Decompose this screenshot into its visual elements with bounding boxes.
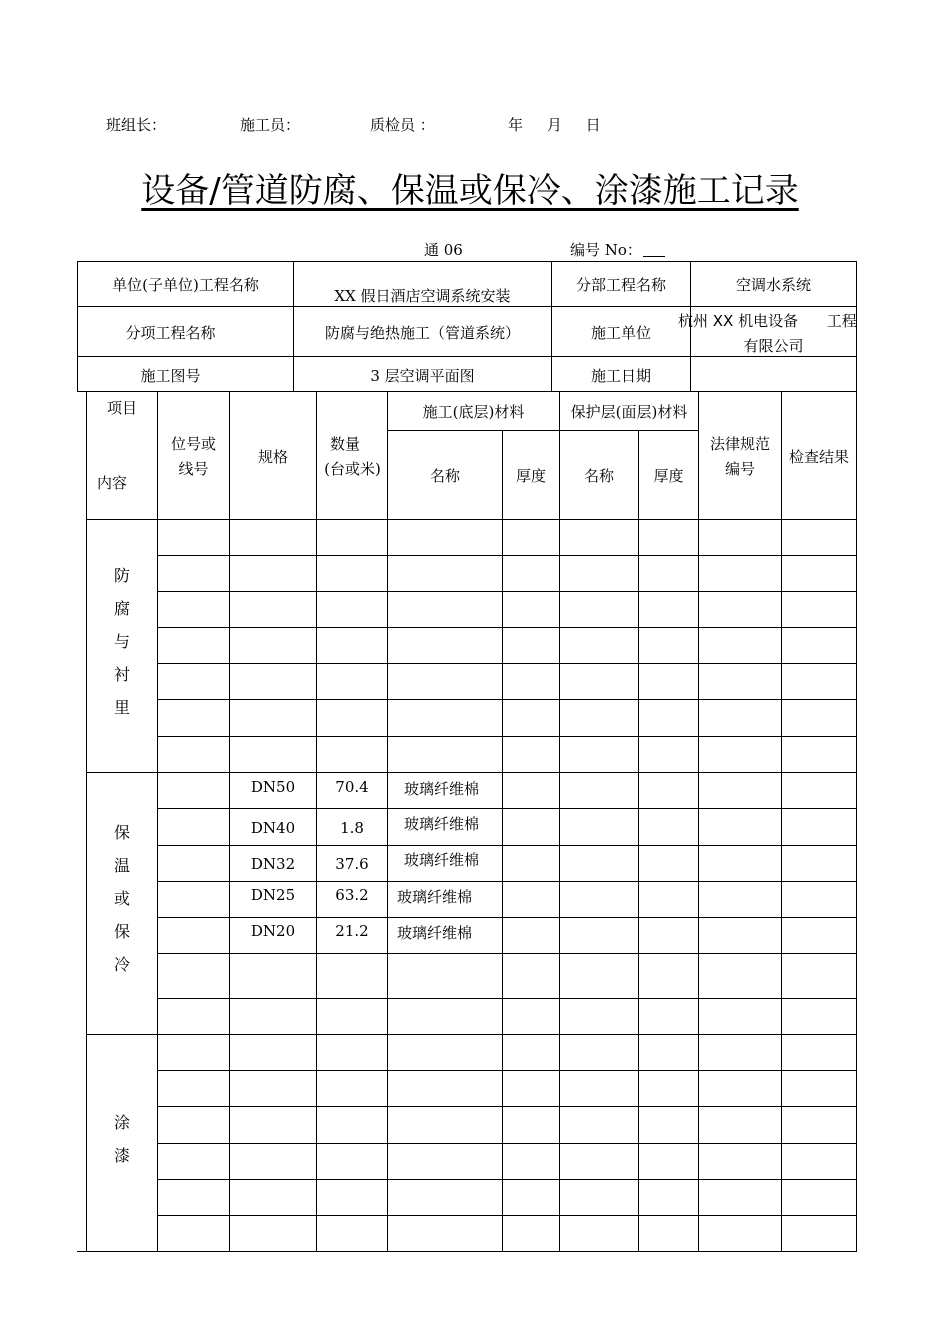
row-qty: 1.8 [340,819,364,837]
section-insulation: 保 温 或 保 冷 [113,823,130,974]
header-content: 内容 [96,474,127,492]
inspector-label: 质检员 ： [370,116,435,134]
unit-project-label: 单位(子单位)工程名称 [112,276,259,294]
row-material: 玻璃纤维棉 [404,780,480,798]
row-spec: DN50 [250,778,296,796]
header-spec: 规格 [257,448,288,466]
row-spec: DN40 [250,819,296,837]
subitem-value: 防腐与绝热施工（管道系统） [324,324,520,342]
header-norm-line1: 法律规范 [709,435,770,453]
row-material: 玻璃纤维棉 [404,815,480,833]
header-position-line2: 线号 [178,460,209,478]
header-surface-material: 保护层(面层)材料 [570,403,688,421]
header-qty-line1: 数量 [329,435,360,453]
row-material: 玻璃纤维棉 [404,851,480,869]
date-label: 年 月 日 [508,116,601,134]
serial-number-label: 编号 No： [570,241,642,259]
form-code: 通 06 [424,241,463,259]
contractor-value-line2: 有限公司 [743,337,804,355]
drawing-value: 3 层空调平面图 [370,367,475,385]
row-spec: DN32 [250,855,296,873]
row-material: 玻璃纤维棉 [397,924,473,942]
division-value: 空调水系统 [735,276,811,294]
row-qty: 21.2 [335,922,369,940]
row-spec: DN25 [250,886,296,904]
header-result: 检查结果 [788,448,849,466]
team-leader-label: 班组长： [106,116,167,134]
header-base-thickness: 厚度 [515,467,546,485]
header-item: 项目 [106,399,137,417]
row-qty: 63.2 [335,886,369,904]
division-label: 分部工程名称 [575,276,666,294]
contractor-value-line1: 杭州 XX 机电设备 工程 [678,312,857,330]
contractor-label: 施工单位 [590,324,651,342]
construction-date-label: 施工日期 [590,367,651,385]
header-qty-line2: (台或米) [324,460,381,478]
header-base-material: 施工(底层)材料 [422,403,525,421]
row-qty: 37.6 [335,855,369,873]
header-norm-line2: 编号 [724,460,755,478]
section-painting: 涂 漆 [113,1113,130,1165]
page-title: 设备/管道防腐、保温或保冷、涂漆施工记录 [141,171,799,211]
drawing-label: 施工图号 [140,367,201,385]
header-surface-name: 名称 [583,467,614,485]
header-position-line1: 位号或 [170,435,216,453]
header-base-name: 名称 [429,467,460,485]
row-spec: DN20 [250,922,296,940]
constructor-label: 施工员： [240,116,301,134]
subitem-label: 分项工程名称 [125,324,216,342]
header-surface-thickness: 厚度 [653,467,684,485]
row-qty: 70.4 [335,778,369,796]
row-material: 玻璃纤维棉 [397,888,473,906]
unit-project-value: XX 假日酒店空调系统安装 [334,287,511,305]
section-anticorrosion: 防 腐 与 衬 里 [113,566,130,717]
serial-number-blank [643,256,665,257]
